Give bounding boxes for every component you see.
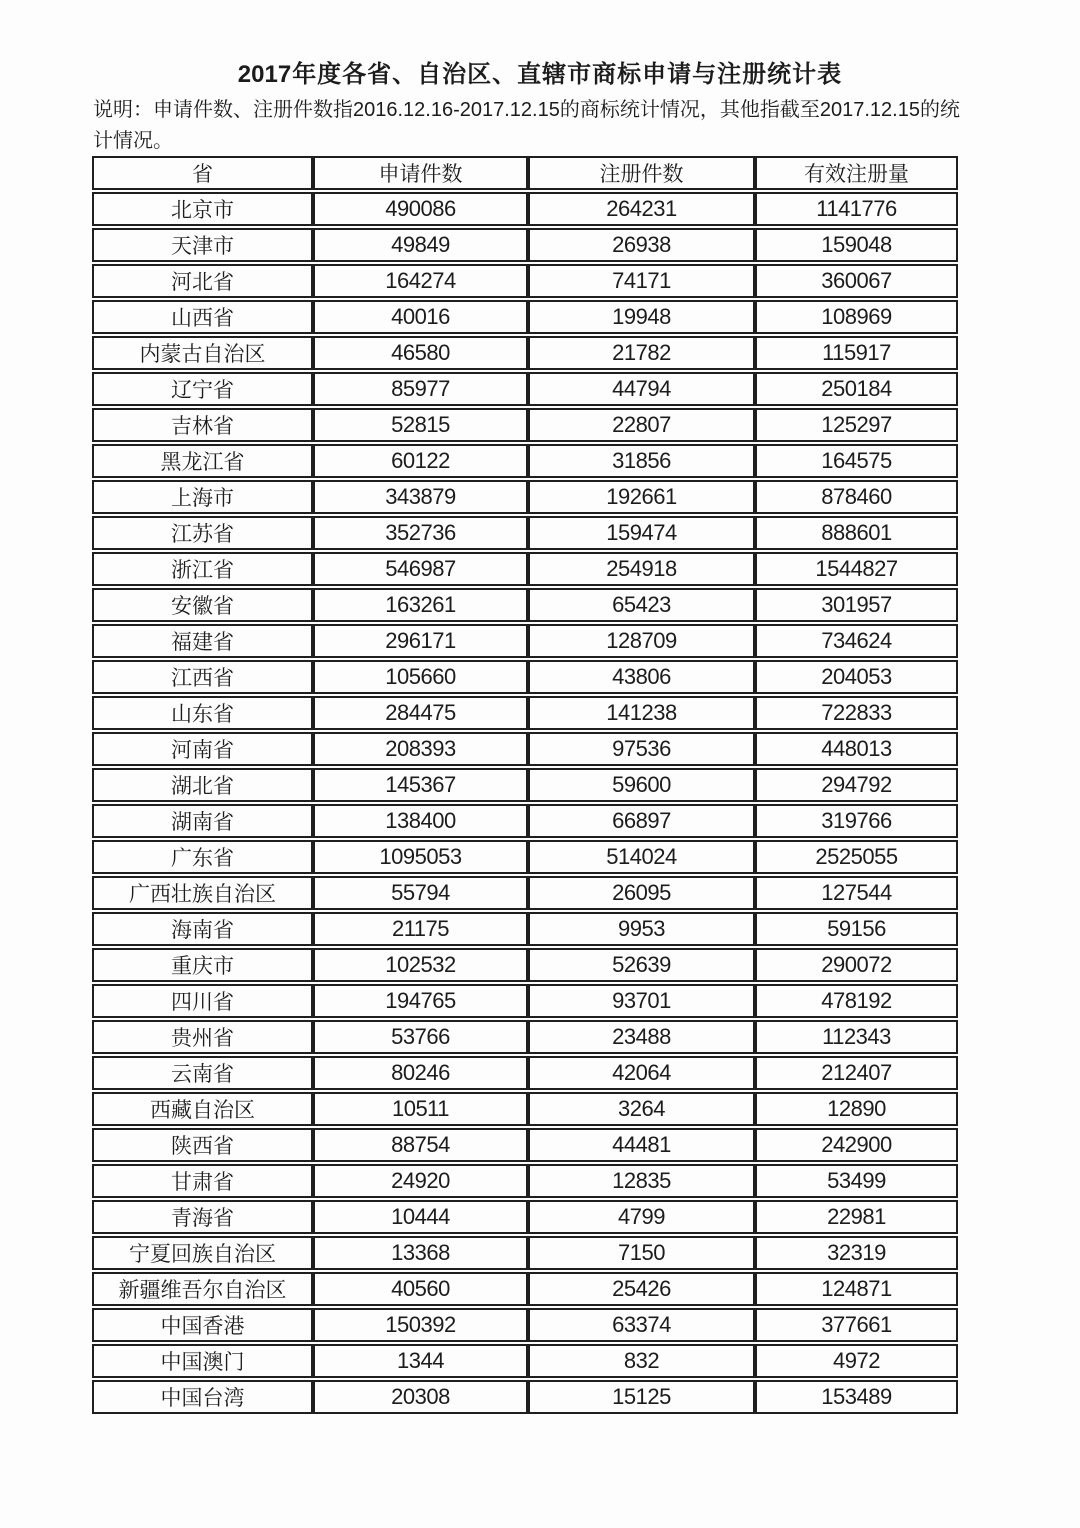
table-row bbox=[92, 1200, 958, 1234]
table-row bbox=[92, 732, 958, 766]
value-cell: 250184 bbox=[755, 372, 958, 406]
value-cell: 194765 bbox=[313, 984, 528, 1018]
province-cell: 四川省 bbox=[92, 984, 313, 1018]
table-row bbox=[92, 1380, 958, 1414]
value-cell: 46580 bbox=[313, 336, 528, 370]
value-cell: 52815 bbox=[313, 408, 528, 442]
value-cell: 1344 bbox=[313, 1344, 528, 1378]
table-row bbox=[92, 480, 958, 514]
table-row bbox=[92, 1236, 958, 1270]
value-cell: 722833 bbox=[755, 696, 958, 730]
province-cell: 山东省 bbox=[92, 696, 313, 730]
province-cell: 安徽省 bbox=[92, 588, 313, 622]
header-applications: 申请件数 bbox=[313, 156, 528, 190]
province-cell: 湖北省 bbox=[92, 768, 313, 802]
table-row bbox=[92, 300, 958, 334]
province-cell: 海南省 bbox=[92, 912, 313, 946]
value-cell: 478192 bbox=[755, 984, 958, 1018]
value-cell: 2525055 bbox=[755, 840, 958, 874]
title-text: 年度各省、自治区、直辖市商标申请与注册统计表 bbox=[292, 61, 843, 88]
table-row bbox=[92, 588, 958, 622]
value-cell: 153489 bbox=[755, 1380, 958, 1414]
value-cell: 10511 bbox=[313, 1092, 528, 1126]
value-cell: 319766 bbox=[755, 804, 958, 838]
province-cell: 广东省 bbox=[92, 840, 313, 874]
value-cell: 112343 bbox=[755, 1020, 958, 1054]
header-registrations: 注册件数 bbox=[528, 156, 755, 190]
province-cell: 内蒙古自治区 bbox=[92, 336, 313, 370]
header-row bbox=[92, 156, 958, 190]
table-body bbox=[92, 192, 958, 1414]
value-cell: 360067 bbox=[755, 264, 958, 298]
value-cell: 93701 bbox=[528, 984, 755, 1018]
value-cell: 448013 bbox=[755, 732, 958, 766]
value-cell: 546987 bbox=[313, 552, 528, 586]
value-cell: 108969 bbox=[755, 300, 958, 334]
table-row bbox=[92, 912, 958, 946]
value-cell: 13368 bbox=[313, 1236, 528, 1270]
province-cell: 江西省 bbox=[92, 660, 313, 694]
table-row bbox=[92, 1272, 958, 1306]
province-cell: 重庆市 bbox=[92, 948, 313, 982]
value-cell: 25426 bbox=[528, 1272, 755, 1306]
value-cell: 21782 bbox=[528, 336, 755, 370]
value-cell: 26095 bbox=[528, 876, 755, 910]
province-cell: 黑龙江省 bbox=[92, 444, 313, 478]
table-row bbox=[92, 624, 958, 658]
value-cell: 43806 bbox=[528, 660, 755, 694]
value-cell: 40016 bbox=[313, 300, 528, 334]
value-cell: 377661 bbox=[755, 1308, 958, 1342]
table-row bbox=[92, 444, 958, 478]
value-cell: 301957 bbox=[755, 588, 958, 622]
value-cell: 290072 bbox=[755, 948, 958, 982]
table-row bbox=[92, 804, 958, 838]
value-cell: 352736 bbox=[313, 516, 528, 550]
province-cell: 西藏自治区 bbox=[92, 1092, 313, 1126]
table-row bbox=[92, 336, 958, 370]
value-cell: 74171 bbox=[528, 264, 755, 298]
table-row bbox=[92, 1308, 958, 1342]
value-cell: 102532 bbox=[313, 948, 528, 982]
province-cell: 福建省 bbox=[92, 624, 313, 658]
value-cell: 164575 bbox=[755, 444, 958, 478]
value-cell: 44481 bbox=[528, 1128, 755, 1162]
province-cell: 上海市 bbox=[92, 480, 313, 514]
page-title bbox=[0, 54, 1080, 89]
province-cell: 广西壮族自治区 bbox=[92, 876, 313, 910]
table-row bbox=[92, 768, 958, 802]
value-cell: 284475 bbox=[313, 696, 528, 730]
table-row bbox=[92, 372, 958, 406]
value-cell: 22981 bbox=[755, 1200, 958, 1234]
value-cell: 296171 bbox=[313, 624, 528, 658]
province-cell: 陕西省 bbox=[92, 1128, 313, 1162]
province-cell: 湖南省 bbox=[92, 804, 313, 838]
table-row bbox=[92, 1128, 958, 1162]
table-row bbox=[92, 1344, 958, 1378]
province-cell: 新疆维吾尔自治区 bbox=[92, 1272, 313, 1306]
value-cell: 3264 bbox=[528, 1092, 755, 1126]
value-cell: 125297 bbox=[755, 408, 958, 442]
value-cell: 7150 bbox=[528, 1236, 755, 1270]
province-cell: 贵州省 bbox=[92, 1020, 313, 1054]
value-cell: 42064 bbox=[528, 1056, 755, 1090]
value-cell: 294792 bbox=[755, 768, 958, 802]
value-cell: 49849 bbox=[313, 228, 528, 262]
value-cell: 24920 bbox=[313, 1164, 528, 1198]
province-cell: 江苏省 bbox=[92, 516, 313, 550]
value-cell: 88754 bbox=[313, 1128, 528, 1162]
value-cell: 85977 bbox=[313, 372, 528, 406]
value-cell: 145367 bbox=[313, 768, 528, 802]
value-cell: 734624 bbox=[755, 624, 958, 658]
value-cell: 832 bbox=[528, 1344, 755, 1378]
value-cell: 20308 bbox=[313, 1380, 528, 1414]
value-cell: 159474 bbox=[528, 516, 755, 550]
value-cell: 53499 bbox=[755, 1164, 958, 1198]
value-cell: 44794 bbox=[528, 372, 755, 406]
table-row bbox=[92, 984, 958, 1018]
province-cell: 青海省 bbox=[92, 1200, 313, 1234]
table-row bbox=[92, 552, 958, 586]
value-cell: 254918 bbox=[528, 552, 755, 586]
province-cell: 北京市 bbox=[92, 192, 313, 226]
value-cell: 31856 bbox=[528, 444, 755, 478]
value-cell: 22807 bbox=[528, 408, 755, 442]
table-row bbox=[92, 516, 958, 550]
value-cell: 26938 bbox=[528, 228, 755, 262]
value-cell: 1141776 bbox=[755, 192, 958, 226]
value-cell: 59156 bbox=[755, 912, 958, 946]
table-row bbox=[92, 192, 958, 226]
table-row bbox=[92, 840, 958, 874]
value-cell: 138400 bbox=[313, 804, 528, 838]
value-cell: 12890 bbox=[755, 1092, 958, 1126]
value-cell: 192661 bbox=[528, 480, 755, 514]
province-cell: 山西省 bbox=[92, 300, 313, 334]
value-cell: 23488 bbox=[528, 1020, 755, 1054]
value-cell: 164274 bbox=[313, 264, 528, 298]
header-province: 省 bbox=[92, 156, 313, 190]
province-cell: 云南省 bbox=[92, 1056, 313, 1090]
value-cell: 19948 bbox=[528, 300, 755, 334]
value-cell: 242900 bbox=[755, 1128, 958, 1162]
value-cell: 4799 bbox=[528, 1200, 755, 1234]
value-cell: 141238 bbox=[528, 696, 755, 730]
value-cell: 60122 bbox=[313, 444, 528, 478]
value-cell: 264231 bbox=[528, 192, 755, 226]
value-cell: 4972 bbox=[755, 1344, 958, 1378]
value-cell: 9953 bbox=[528, 912, 755, 946]
value-cell: 128709 bbox=[528, 624, 755, 658]
table-row bbox=[92, 264, 958, 298]
province-cell: 浙江省 bbox=[92, 552, 313, 586]
note-text: 说明：申请件数、注册件数指2016.12.16-2017.12.15的商标统计情况，其他指截至2017.12.15的统计情况。 bbox=[93, 99, 960, 152]
value-cell: 343879 bbox=[313, 480, 528, 514]
value-cell: 150392 bbox=[313, 1308, 528, 1342]
value-cell: 59600 bbox=[528, 768, 755, 802]
title-year: 2017 bbox=[237, 61, 292, 88]
province-cell: 辽宁省 bbox=[92, 372, 313, 406]
value-cell: 878460 bbox=[755, 480, 958, 514]
table-row bbox=[92, 1020, 958, 1054]
value-cell: 105660 bbox=[313, 660, 528, 694]
value-cell: 65423 bbox=[528, 588, 755, 622]
value-cell: 80246 bbox=[313, 1056, 528, 1090]
value-cell: 212407 bbox=[755, 1056, 958, 1090]
stats-table bbox=[92, 154, 958, 1416]
province-cell: 天津市 bbox=[92, 228, 313, 262]
value-cell: 53766 bbox=[313, 1020, 528, 1054]
value-cell: 40560 bbox=[313, 1272, 528, 1306]
province-cell: 河南省 bbox=[92, 732, 313, 766]
value-cell: 66897 bbox=[528, 804, 755, 838]
value-cell: 124871 bbox=[755, 1272, 958, 1306]
province-cell: 中国台湾 bbox=[92, 1380, 313, 1414]
province-cell: 中国香港 bbox=[92, 1308, 313, 1342]
value-cell: 55794 bbox=[313, 876, 528, 910]
province-cell: 甘肃省 bbox=[92, 1164, 313, 1198]
value-cell: 1544827 bbox=[755, 552, 958, 586]
value-cell: 52639 bbox=[528, 948, 755, 982]
value-cell: 15125 bbox=[528, 1380, 755, 1414]
value-cell: 12835 bbox=[528, 1164, 755, 1198]
table-row bbox=[92, 408, 958, 442]
province-cell: 中国澳门 bbox=[92, 1344, 313, 1378]
value-cell: 204053 bbox=[755, 660, 958, 694]
table-row bbox=[92, 1092, 958, 1126]
table-row bbox=[92, 1164, 958, 1198]
value-cell: 32319 bbox=[755, 1236, 958, 1270]
table-row bbox=[92, 696, 958, 730]
value-cell: 1095053 bbox=[313, 840, 528, 874]
table-row bbox=[92, 948, 958, 982]
province-cell: 宁夏回族自治区 bbox=[92, 1236, 313, 1270]
value-cell: 97536 bbox=[528, 732, 755, 766]
province-cell: 河北省 bbox=[92, 264, 313, 298]
value-cell: 490086 bbox=[313, 192, 528, 226]
value-cell: 514024 bbox=[528, 840, 755, 874]
province-cell: 吉林省 bbox=[92, 408, 313, 442]
value-cell: 159048 bbox=[755, 228, 958, 262]
value-cell: 208393 bbox=[313, 732, 528, 766]
value-cell: 115917 bbox=[755, 336, 958, 370]
table-row bbox=[92, 660, 958, 694]
value-cell: 127544 bbox=[755, 876, 958, 910]
value-cell: 888601 bbox=[755, 516, 958, 550]
table-row bbox=[92, 228, 958, 262]
header-valid-registrations: 有效注册量 bbox=[755, 156, 958, 190]
table-row bbox=[92, 876, 958, 910]
value-cell: 163261 bbox=[313, 588, 528, 622]
value-cell: 63374 bbox=[528, 1308, 755, 1342]
table-row bbox=[92, 1056, 958, 1090]
value-cell: 10444 bbox=[313, 1200, 528, 1234]
table-header bbox=[92, 156, 958, 190]
value-cell: 21175 bbox=[313, 912, 528, 946]
